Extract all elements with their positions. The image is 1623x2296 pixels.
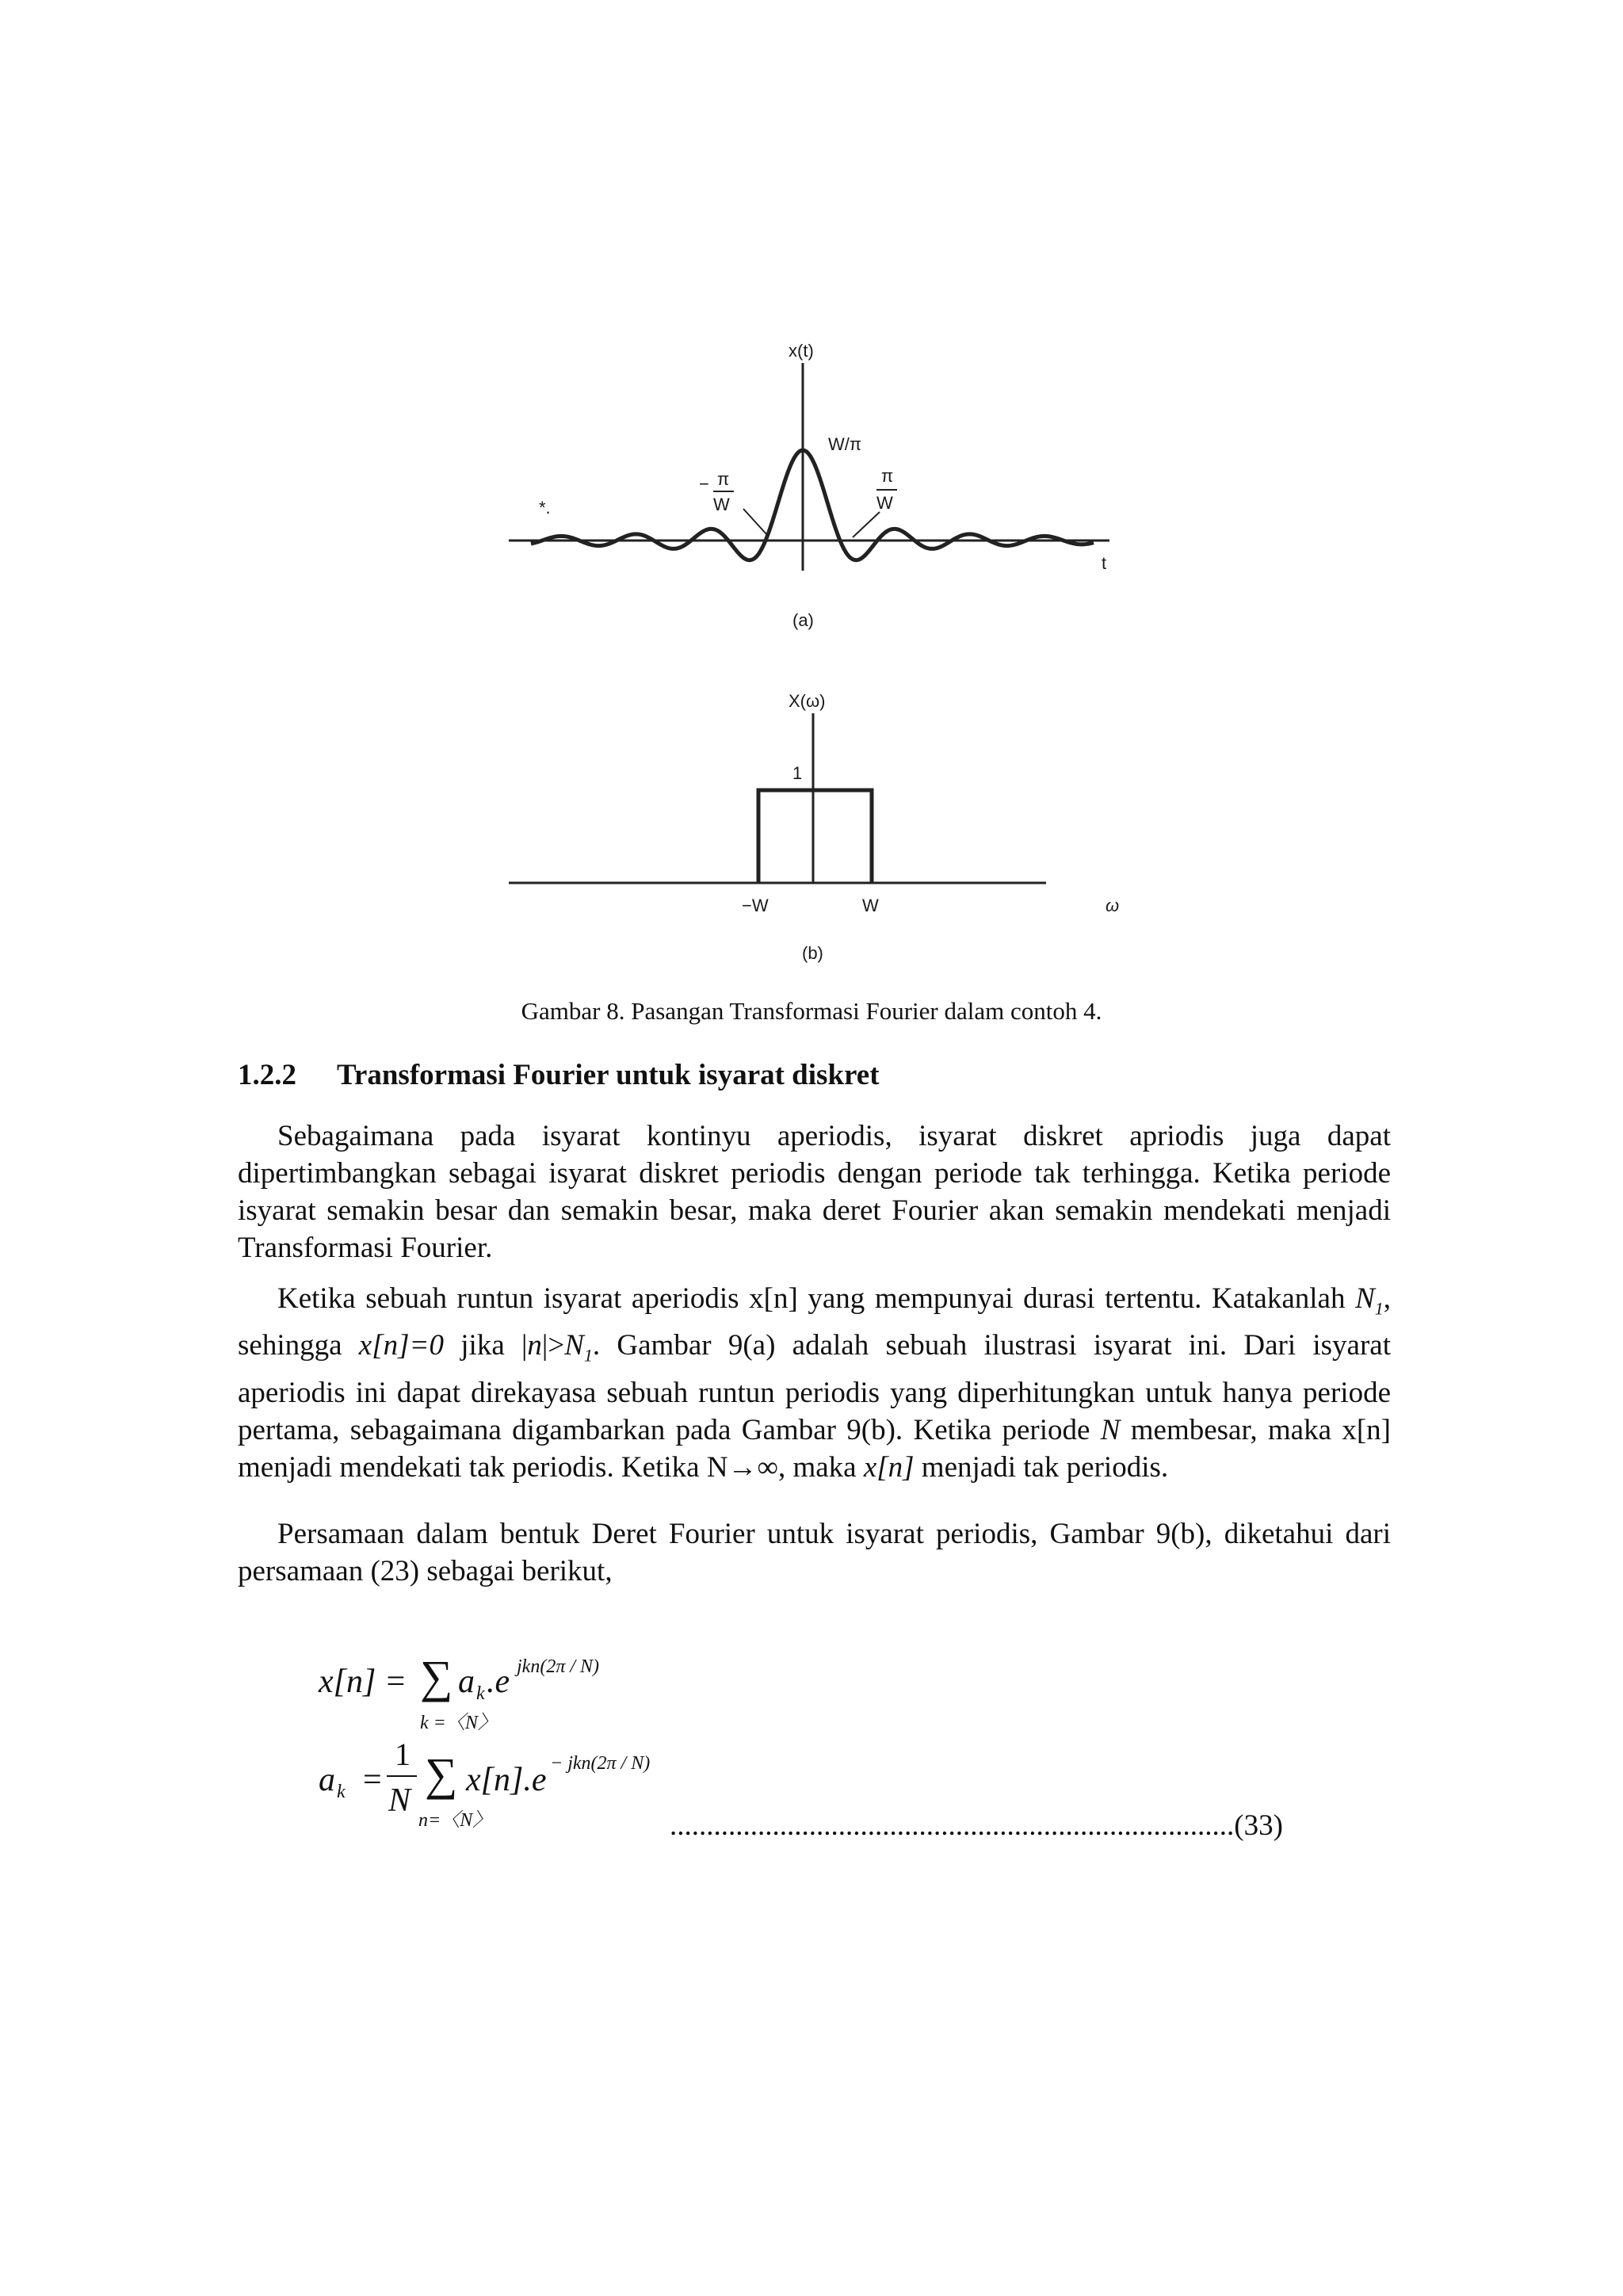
p2-text-5: . Gambar 9(a) adalah sebuah ilustrasi isyarat ini. Dari isyarat aperiodis ini dapat direkayasa sebuah runtun periodis yang diperhitungkan untuk hanya periode pertama, sebagaimana digambarkan pada Gambar 9(b). Ketika periode — [238, 1329, 1392, 1446]
panel-a-pos-zero-pointer — [853, 512, 880, 537]
panel-a-neg-zero-pointer — [743, 509, 767, 535]
figure-caption: Gambar 8. Pasangan Transformasi Fourier dalam contoh 4. — [521, 997, 1102, 1025]
eq1-sum-limits: k =〈N〉 — [420, 1713, 497, 1733]
panel-a-label: (a) — [792, 610, 814, 630]
paragraph-1 — [238, 1117, 1391, 1266]
section-number: 1.2.2 — [238, 1059, 296, 1091]
paragraph-3 — [238, 1515, 1391, 1590]
p2-text-4: |> — [541, 1329, 565, 1362]
p2-var-period: N — [1100, 1413, 1121, 1446]
p2-text-6: membesar, maka x[n] menjadi mendekati tak periodis. Ketika N — [238, 1413, 1391, 1484]
eq2-term: x[n].e — [466, 1762, 547, 1798]
panel-a-neg-zero-num: π — [717, 469, 730, 489]
section-title: Transformasi Fourier untuk isyarat diskret — [337, 1059, 880, 1091]
panel-a — [509, 341, 1109, 630]
rectangular-spectrum — [758, 790, 872, 883]
eq1-sum-sign: ∑ — [420, 1651, 453, 1702]
eq2-fraction-bar — [387, 1775, 417, 1777]
eq2-lhs: a — [319, 1762, 335, 1798]
panel-a-pos-zero-num: π — [881, 466, 894, 486]
panel-b-y-label: X(ω) — [789, 691, 826, 711]
panel-a-pos-zero-den: W — [876, 493, 893, 513]
p2-condition: x[n]=0 — [358, 1329, 444, 1362]
p2-text-8: menjadi tak periodis. — [914, 1450, 1169, 1484]
equation-number: .............................................................................(33) — [670, 1809, 1283, 1842]
panel-a-stray-mark: *. — [539, 498, 551, 518]
eq1-coefficient: a — [458, 1664, 475, 1700]
panel-b-height-label: 1 — [792, 763, 803, 783]
p2-text-3: jika | — [444, 1329, 528, 1362]
p2-text-1: Ketika sebuah runtun isyarat aperiodis x[n] yang mempunyai durasi tertentu. Katakanlah — [277, 1282, 1356, 1315]
panel-a-neg-zero-sign: − — [699, 474, 709, 494]
panel-a-y-label: x(t) — [789, 341, 814, 361]
eq2-lhs-sub: k — [337, 1782, 346, 1802]
eq2-sum-limits: n=〈N〉 — [418, 1810, 492, 1831]
eq1-exponent: jkn(2π / N) — [517, 1656, 600, 1677]
eq1-lhs: x[n] = — [319, 1664, 407, 1700]
p2-var-n1-sub: 1 — [1374, 1298, 1384, 1319]
p2-var-n1b — [564, 1329, 593, 1366]
paragraph-1-text: Sebagaimana pada isyarat kontinyu aperiodis, isyarat diskret apriodis juga dapat dipertimbangkan sebagai isyarat diskret periodis dengan periode tak terhingga. Ketika periode isyarat semakin besar dan semakin besar, maka deret Fourier akan semakin mendekati menjadi Transformasi Fourier. — [238, 1120, 1391, 1264]
eq2-sum-sign: ∑ — [425, 1748, 458, 1800]
eq2-equals: = — [363, 1762, 382, 1798]
panel-b-label: (b) — [802, 943, 823, 963]
panel-b-omega-label: ω — [1106, 896, 1120, 915]
panel-b — [509, 691, 1119, 963]
p2-text-2: , sehingga — [238, 1282, 1391, 1362]
eq2-fraction-numerator: 1 — [395, 1736, 411, 1772]
p2-var-n1 — [1355, 1282, 1384, 1319]
panel-a-peak-label: W/π — [828, 434, 862, 454]
p2-text-7: , maka — [777, 1450, 864, 1484]
paragraph-2 — [238, 1280, 1391, 1486]
panel-b-right-edge-label: W — [862, 896, 879, 915]
p2-var-n1-base: N — [1355, 1282, 1375, 1315]
paragraph-3-text: Persamaan dalam bentuk Deret Fourier untuk isyarat periodis, Gambar 9(b), diketahui dari persamaan (23) sebagai berikut, — [238, 1518, 1391, 1587]
p2-var-n1b-base: N — [564, 1329, 584, 1362]
sinc-curve — [531, 450, 1094, 560]
eq1-exponential-base: .e — [487, 1664, 510, 1700]
fourier-pair-figure — [475, 301, 1149, 975]
p2-arrow-infinity: →∞ — [727, 1450, 778, 1484]
p2-var-n1b-sub: 1 — [583, 1345, 593, 1366]
section-heading — [238, 1058, 880, 1092]
eq2-fraction-denominator: N — [388, 1782, 411, 1819]
panel-a-neg-zero-den: W — [713, 495, 730, 514]
panel-b-left-edge-label: −W — [742, 896, 769, 915]
eq1-coefficient-sub: k — [476, 1683, 485, 1704]
eq2-exponent: − jkn(2π / N) — [550, 1753, 651, 1774]
p2-var-n: n — [527, 1329, 542, 1362]
p2-var-xn: x[n] — [863, 1450, 915, 1484]
panel-a-t-label: t — [1102, 553, 1107, 573]
